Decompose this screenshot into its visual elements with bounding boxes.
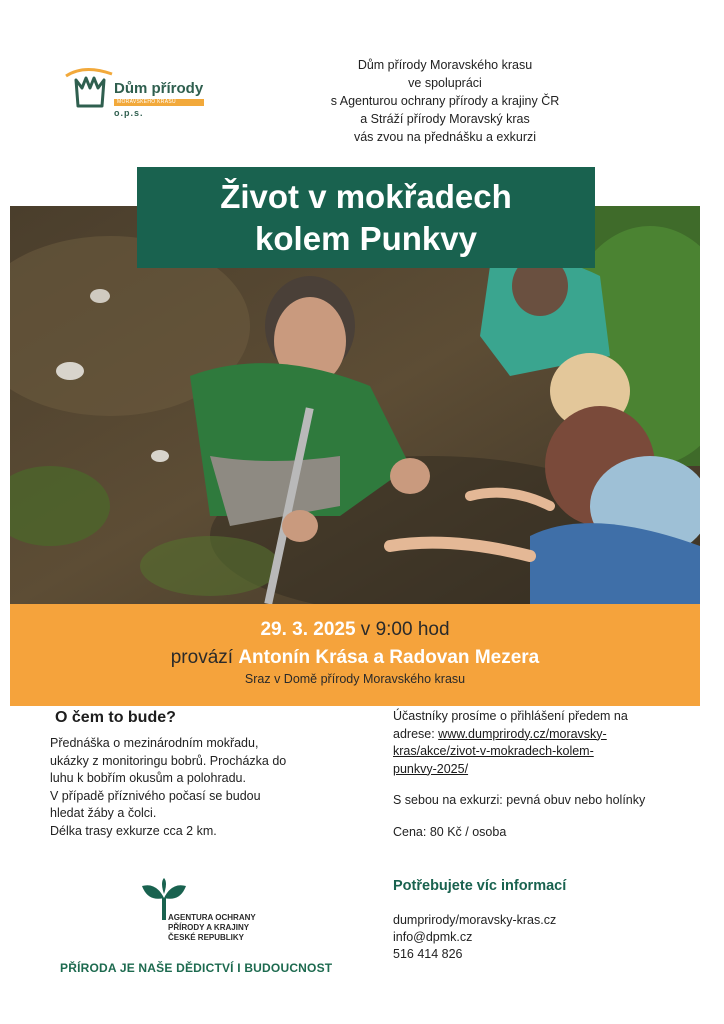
about-line: luhu k bobřím okusům a polohradu. bbox=[50, 771, 246, 785]
logo-subtitle-bar bbox=[114, 99, 204, 106]
intro-line: ve spolupráci bbox=[408, 76, 482, 90]
title-line-2: kolem Punkvy bbox=[255, 220, 477, 257]
about-heading: O čem to bude? bbox=[55, 709, 176, 726]
price: Cena: 80 Kč / osoba bbox=[393, 824, 507, 839]
intro-line: s Agenturou ochrany přírody a krajiny ČR bbox=[330, 94, 560, 108]
date-banner bbox=[10, 604, 700, 706]
about-line: V případě příznivého počasí se budou bbox=[50, 788, 261, 803]
contact-website[interactable]: dumprirody/moravsky-kras.cz bbox=[393, 913, 557, 927]
about-line: ukázky z monitoringu bobrů. Procházka do bbox=[50, 753, 287, 768]
guides-names: Antonín Krása a Radovan Mezera bbox=[238, 647, 540, 668]
event-guides bbox=[10, 647, 700, 669]
intro-line: a Stráží přírody Moravský kras bbox=[360, 112, 530, 126]
crown-icon bbox=[64, 66, 114, 116]
address-prefix: adrese: bbox=[393, 726, 439, 741]
event-date: 29. 3. 2025 bbox=[260, 619, 356, 640]
event-title bbox=[137, 167, 595, 268]
event-datetime bbox=[10, 619, 700, 641]
contact-email[interactable]: info@dpmk.cz bbox=[393, 930, 473, 944]
about-text bbox=[50, 735, 330, 840]
contact-phone: 516 414 826 bbox=[393, 947, 463, 961]
about-line: Délka trasy exkurze cca 2 km. bbox=[50, 823, 217, 838]
title-line-1: Život v mokřadech bbox=[220, 178, 512, 215]
spacer bbox=[393, 778, 693, 792]
aopk-logo bbox=[130, 876, 310, 946]
dum-prirody-logo bbox=[64, 66, 214, 122]
aopk-line: PŘÍRODY A KRAJINY bbox=[168, 923, 250, 932]
intro-line: vás zvou na přednášku a exkurzi bbox=[353, 130, 537, 144]
registration-link[interactable]: punkvy-2025/ bbox=[393, 761, 469, 776]
logo-subtitle: MORAVSKÉHO KRASU bbox=[117, 99, 176, 105]
registration-info bbox=[393, 708, 693, 841]
about-line: Přednáška o mezinárodním mokřadu, bbox=[50, 736, 259, 750]
registration-link[interactable]: www.dumprirody.cz/moravsky- bbox=[438, 726, 607, 741]
aopk-text bbox=[168, 913, 256, 943]
guides-prefix: provází bbox=[170, 647, 239, 668]
aopk-line: ČESKÉ REPUBLIKY bbox=[168, 933, 245, 942]
registration-link[interactable]: kras/akce/zivot-v-mokradech-kolem- bbox=[393, 744, 594, 758]
event-time: v 9:00 hod bbox=[355, 619, 450, 640]
contacts bbox=[393, 912, 556, 963]
registration-line: Účastníky prosíme o přihlášení předem na bbox=[393, 709, 628, 723]
intro-text bbox=[290, 56, 600, 146]
meeting-point: Sraz v Domě přírody Moravského krasu bbox=[244, 672, 466, 686]
registration-address bbox=[393, 726, 693, 744]
logo-name: Dům přírody bbox=[114, 80, 204, 97]
logo-ops: o.p.s. bbox=[114, 108, 144, 118]
spacer bbox=[393, 810, 693, 824]
aopk-motto: PŘÍRODA JE NAŠE DĚDICTVÍ I BUDOUCNOST bbox=[60, 961, 333, 975]
about-line: hledat žáby a čolci. bbox=[50, 806, 157, 820]
info-heading: Potřebujete víc informací bbox=[393, 878, 567, 894]
intro-line: Dům přírody Moravského krasu bbox=[357, 58, 533, 72]
equipment-note: S sebou na exkurzi: pevná obuv nebo holínky bbox=[393, 793, 646, 807]
aopk-line: AGENTURA OCHRANY bbox=[168, 913, 256, 922]
